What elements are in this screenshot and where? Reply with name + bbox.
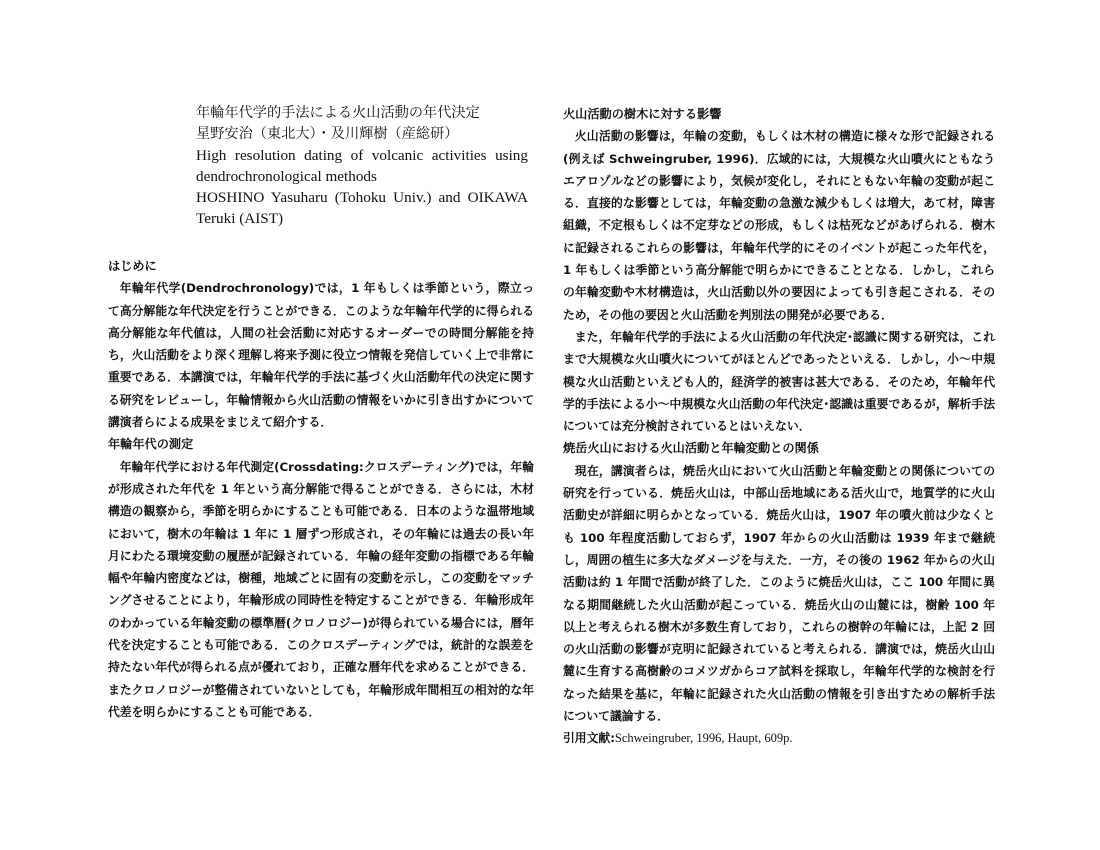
section-heading-effects: 火山活動の樹木に対する影響 [563,107,722,121]
right-column [563,103,995,750]
authors-english: HOSHINO Yasuharu (Tohoku Univ.) and OIKAWA Teruki (AIST) [196,189,528,227]
measurement-paragraph: 年輪年代学における年代測定(Crossdating:クロスデーティング)では，年輪が形成された年代を 1 年という高分解能で得ることができる．さらには，木材構造の観察から，季節を明らかにすることも可能である．日本のような温帯地域において，樹木の年輪は 1 年に 1 層ずつ形成され，その年輪には過去の長い年月にわたる環境変動の履歴が記録されている．年輪の経年変動の指標である年輪幅や年輪内密度などは，樹種，地域ごとに固有の変動を示し，この変動をマッチングさせることにより，年輪形成の同時性を特定することができる．年輪形成年のわかっている年輪変動の標準暦(クロノロジー)が得られている場合には，暦年代を決定することも可能である．このクロスデーティングでは，統計的な誤差を持たない年代が得られる点が優れており，正確な暦年代を求めることができる．またクロノロジーが整備されていないとしても，年輪形成年間相互の相対的な年代差を明らかにすることも可能である． [108,459,534,719]
references [563,727,995,749]
title-japanese: 年輪年代学的手法による火山活動の年代決定 [196,105,480,121]
section-heading-yakedake: 焼岳火山における火山活動と年輪変動との関係 [563,441,819,456]
section-heading-measurement: 年輪年代の測定 [108,437,194,452]
section-heading-intro: はじめに [108,259,157,273]
paper-header [196,103,528,229]
title-english: High resolution dating of volcanic activities using dendrochronological methods [196,147,528,185]
effects-paragraph-1: 火山活動の影響は，年輪の変動，もしくは木材の構造に様々な形で記録される(例えば Schweingruber, 1996)．広域的には，大規模な火山噴火にともなうエアロゾルなどの影響により，気候が変化し，それにともない年輪の変動が起こる．直接的な影響としては，年輪変動の急激な減少もしくは増大，あて材，障害組織，不定根もしくは不定芽などの形成，もしくは枯死などがあげられる．樹木に記録されるこれらの影響は，年輪年代学的にそのイベントが起こった年代を，1 年もしくは季節という高分解能で明らかにできることとなる．しかし，これらの年輪変動や木材構造は，火山活動以外の要因によっても引き起こされる．そのため，その他の要因と火山活動を判別法の開発が必要である． [563,129,995,322]
left-column [108,255,534,723]
references-label: 引用文献: [563,731,615,746]
intro-paragraph: 年輪年代学(Dendrochronology)では，1 年もしくは季節という，際立って高分解能な年代決定を行うことができる．このような年輪年代学的に得られる高分解能な年代値は，人間の社会活動に対応するオーダーでの時間分解能を持ち，火山活動をより深く理解し将来予測に役立つ情報を発信していく上で非常に重要である．本講演では，年輪年代学的手法に基づく火山活動年代の決定に関する研究をレビューし，年輪情報から火山活動の情報をいかに引き出すかについて講演者らによる成果をまじえて紹介する． [108,281,534,430]
yakedake-paragraph: 現在，講演者らは，焼岳火山において火山活動と年輪変動との関係についての研究を行っている．焼岳火山は，中部山岳地域にある活火山で，地質学的に火山活動史が詳細に明らかとなっている．焼岳火山は，1907 年の噴火前は少なくとも 100 年程度活動しておらず，1907 年からの火山活動は 1939 年まで継続し，周囲の植生に多大なダメージを与えた．一方，その後の 1962 年からの火山活動は約 1 年間で活動が終了した．このように焼岳火山は，ここ 100 年間に異なる期間継続した火山活動が起こっている．焼岳火山の山麓には，樹齢 100 年以上と考えられる樹木が多数生育しており，これらの樹幹の年輪には，上記 2 回の火山活動の影響が克明に記録されていると考えられる．講演では，焼岳火山山麓に生育する高樹齢のコメツガからコア試料を採取し，年輪年代学的な検討を行なった結果を基に，年輪に記録された火山活動の情報を引き出すための解析手法について議論する． [563,463,995,724]
reference-entry: Schweingruber, 1996, Haupt, 609p. [614,731,793,746]
effects-paragraph-2: また，年輪年代学的手法による火山活動の年代決定･認識に関する研究は，これまで大規模な火山噴火についてがほとんどであったといえる．しかし，小～中規模な火山活動といえども人的，経済学的被害は甚大である．そのため，年輪年代学的手法による小～中規模な火山活動の年代決定･認識は重要であるが，解析手法については充分検討されているとはいえない． [563,329,995,434]
authors-japanese: 星野安治（東北大）・及川輝樹（産総研） [196,126,459,142]
